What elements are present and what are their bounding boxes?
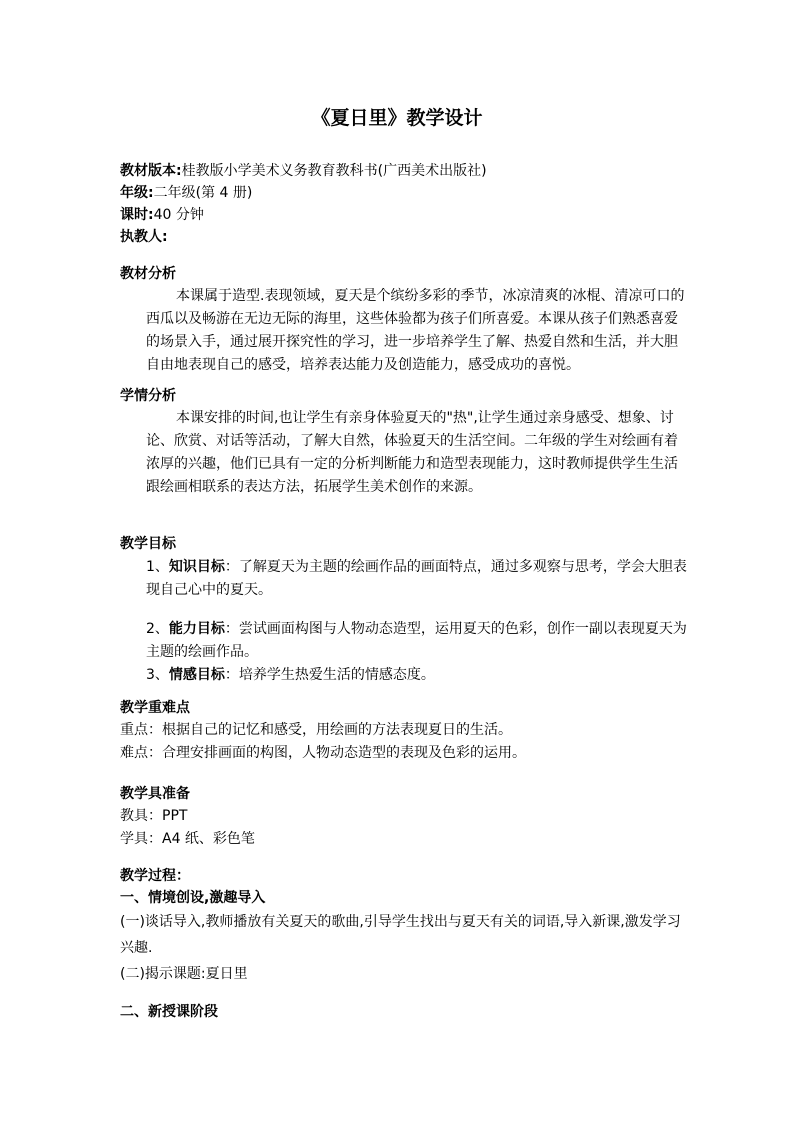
teacher-tools: 教具：PPT bbox=[120, 808, 188, 824]
document-title: 《夏日里》教学设计 bbox=[311, 107, 483, 129]
analysis-section bbox=[120, 263, 690, 377]
edition-value: 桂教版小学美术义务教育教科书(广西美术出版社) bbox=[181, 163, 487, 179]
analysis-heading: 教材分析 bbox=[120, 266, 176, 282]
goal-text: ：尝试画面构图与人物动态造型，运用夏天的色彩，创作一副以表现夏天为主题的绘画作品。 bbox=[146, 621, 687, 660]
goal-label: 情感目标 bbox=[168, 667, 225, 683]
tools-heading: 教学具准备 bbox=[120, 786, 190, 802]
students-heading: 学情分析 bbox=[120, 388, 176, 404]
tools-section bbox=[120, 783, 690, 851]
step1-title: 一、情境创设,激趣导入 bbox=[120, 890, 266, 906]
step1-a: (一)谈话导入,教师播放有关夏天的歌曲,引导学生找出与夏天有关的词语,导入新课,激发学习兴趣. bbox=[120, 914, 681, 956]
edition-label: 教材版本: bbox=[120, 163, 182, 179]
step2-title: 二、新授课阶段 bbox=[120, 1004, 218, 1020]
goal-label: 能力目标 bbox=[168, 621, 225, 637]
teacher-label: 执教人: bbox=[120, 229, 168, 245]
step1-b: (二)揭示课题:夏日里 bbox=[120, 966, 248, 982]
key-point: 重点：根据自己的记忆和感受，用绘画的方法表现夏日的生活。 bbox=[120, 722, 512, 738]
process-section bbox=[120, 865, 690, 1023]
goal-num: 2、 bbox=[146, 621, 169, 637]
hours-value: 40 分钟 bbox=[153, 207, 204, 223]
students-section bbox=[120, 385, 690, 499]
grade-line bbox=[120, 182, 700, 204]
goal-item bbox=[120, 556, 690, 602]
goal-item bbox=[120, 664, 690, 687]
keypoints-section bbox=[120, 697, 690, 765]
goals-heading: 教学目标 bbox=[120, 536, 176, 552]
lesson-meta bbox=[120, 160, 700, 248]
hours-label: 课时: bbox=[120, 207, 154, 223]
goal-num: 1、 bbox=[146, 559, 169, 575]
student-tools: 学具：A4 纸、彩色笔 bbox=[120, 831, 255, 847]
goal-text: ：了解夏天为主题的绘画作品的画面特点，通过多观察与思考，学会大胆表现自己心中的夏天。 bbox=[146, 559, 687, 598]
grade-label: 年级: bbox=[120, 185, 154, 201]
goals-section bbox=[120, 533, 690, 687]
goal-text: ：培养学生热爱生活的情感态度。 bbox=[224, 667, 435, 683]
keypoints-heading: 教学重难点 bbox=[120, 700, 190, 716]
hours-line bbox=[120, 204, 700, 226]
grade-value: 二年级(第 4 册) bbox=[153, 185, 253, 201]
teacher-line bbox=[120, 226, 700, 248]
process-heading: 教学过程： bbox=[120, 868, 190, 884]
edition-line bbox=[120, 160, 700, 182]
analysis-text: 本课属于造型.表现领域，夏天是个缤纷多彩的季节，冰凉清爽的冰棍、清凉可口的西瓜以及畅游在无边无际的海里，这些体验都为孩子们所喜爱。本课从孩子们熟悉喜爱的场景入手，通过展开探究性的学习，进一步培养学生了解、热爱自然和生活，并大胆自由地表现自己的感受，培养表达能力及创造能力，感受成功的喜悦。 bbox=[146, 288, 685, 373]
students-text: 本课安排的时间,也让学生有亲身体验夏天的"热",让学生通过亲身感受、想象、讨论、欣赏、对话等活动，了解大自然，体验夏天的生活空间。二年级的学生对绘画有着浓厚的兴趣，他们已具有一定的分析判断能力和造型表现能力，这时教师提供学生生活跟绘画相联系的表达方法，拓展学生美术创作的来源。 bbox=[146, 410, 678, 495]
goal-item bbox=[120, 618, 690, 664]
goal-num: 3、 bbox=[146, 667, 169, 683]
goal-label: 知识目标 bbox=[168, 559, 225, 575]
difficult-point: 难点：合理安排画面的构图，人物动态造型的表现及色彩的运用。 bbox=[120, 745, 526, 761]
